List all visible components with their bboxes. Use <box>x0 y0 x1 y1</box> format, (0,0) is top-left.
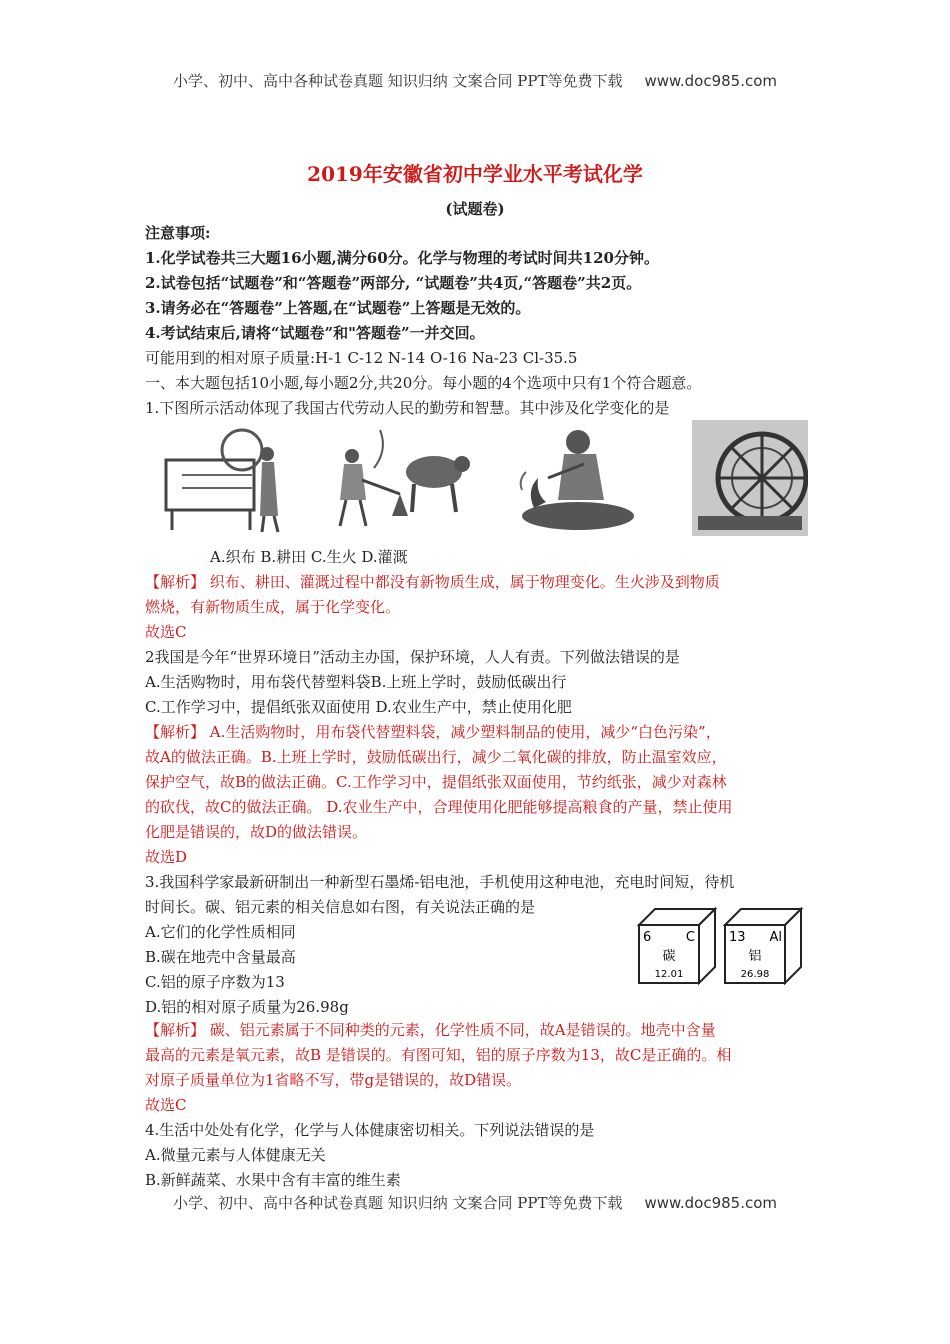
q2-options: C.工作学习中，提倡纸张双面使用 D.农业生产中，禁止使用化肥 <box>145 698 572 716</box>
footer-url[interactable]: www.doc985.com <box>644 1194 778 1212</box>
weaving-illustration <box>162 420 290 536</box>
analysis-label: 【解析】 <box>145 573 206 591</box>
q3-stem: 时间长。碳、铝元素的相关信息如右图，有关说法正确的是 <box>145 898 536 916</box>
carbon-card <box>639 909 715 983</box>
element-symbol: Al <box>769 930 782 945</box>
element-mass: 12.01 <box>654 969 684 980</box>
element-mass: 26.98 <box>740 969 770 980</box>
q3-option: B.碳在地壳中含量最高 <box>145 948 296 966</box>
q3-option: C.铝的原子序数为13 <box>145 973 285 991</box>
fire-making-illustration <box>512 420 642 536</box>
analysis-text: 保护空气，故B的做法正确。C.工作学习中，提倡纸张双面使用，节约纸张，减少对森林 <box>145 773 727 791</box>
q3-option: A.它们的化学性质相同 <box>145 923 296 941</box>
q1-illustrations <box>162 420 808 536</box>
note-item: 3.请务必在“答题卷”上答题,在“试题卷”上答题是无效的。 <box>145 299 531 317</box>
analysis-label: 【解析】 <box>145 1021 206 1039</box>
element-name: 碳 <box>662 949 676 964</box>
analysis-text: 化肥是错误的，故D的做法错误。 <box>145 823 368 841</box>
element-cards <box>637 905 807 987</box>
q2-options: A.生活购物时，用布袋代替塑料袋B.上班上学时，鼓励低碳出行 <box>145 673 567 691</box>
analysis-text: 故A的做法正确。B.上班上学时，鼓励低碳出行，减少二氧化碳的排放，防止温室效应， <box>145 748 727 766</box>
note-item: 4.考试结束后,请将“试题卷”和"答题卷”一并交回。 <box>145 324 485 342</box>
element-name: 铝 <box>748 949 762 964</box>
plowing-illustration <box>322 420 472 536</box>
analysis-label: 【解析】 <box>145 723 206 741</box>
q1-stem: 1.下图所示活动体现了我国古代劳动人民的勤劳和智慧。其中涉及化学变化的是 <box>145 399 670 417</box>
note-item: 1.化学试卷共三大题16小题,满分60分。化学与物理的考试时间共120分钟。 <box>145 249 659 267</box>
analysis-text: 对原子质量单位为1省略不写，带g是错误的，故D错误。 <box>145 1071 522 1089</box>
analysis-text: 最高的元素是氧元素，故B 是错误的。有图可知，铝的原子序数为13，故C是正确的。相 <box>145 1046 732 1064</box>
q3-answer: 故选C <box>145 1096 187 1114</box>
q2-answer: 故选D <box>145 848 188 866</box>
q1-options: A.织布 B.耕田 C.生火 D.灌溉 <box>210 548 408 566</box>
q3-option: D.铝的相对原子质量为26.98g <box>145 998 349 1016</box>
q3-analysis <box>145 1019 716 1040</box>
aluminium-card <box>725 909 801 983</box>
analysis-text: 碳、铝元素属于不同种类的元素，化学性质不同，故A是错误的。地壳中含量 <box>205 1021 716 1039</box>
analysis-text: A.生活购物时，用布袋代替塑料袋，减少塑料制品的使用，减少“白色污染”， <box>205 723 721 741</box>
analysis-text: 织布、耕田、灌溉过程中都没有新物质生成，属于物理变化。生火涉及到物质 <box>205 573 720 591</box>
footer-text: 小学、初中、高中各种试卷真题 知识归纳 文案合同 PPT等免费下载 <box>172 1194 623 1212</box>
note-item: 2.试卷包括“试题卷”和“答题卷”两部分, “试题卷”共4页,“答题卷”共2页。 <box>145 274 642 292</box>
analysis-text: 的砍伐，故C的做法正确。 D.农业生产中，合理使用化肥能够提高粮食的产量，禁止使用 <box>145 798 733 816</box>
q1-answer: 故选C <box>145 623 187 641</box>
section-1-intro: 一、本大题包括10小题,每小题2分,共20分。每小题的4个选项中只有1个符合题意。 <box>145 374 702 392</box>
element-number: 13 <box>729 930 746 945</box>
header-url[interactable]: www.doc985.com <box>644 72 778 90</box>
page-header <box>0 70 950 91</box>
q2-analysis <box>145 721 721 742</box>
q4-option: A.微量元素与人体健康无关 <box>145 1146 326 1164</box>
q3-stem: 3.我国科学家最新研制出一种新型石墨烯-铝电池，手机使用这种电池，充电时间短，待机 <box>145 873 735 891</box>
q4-stem: 4.生活中处处有化学，化学与人体健康密切相关。下列说法错误的是 <box>145 1121 595 1139</box>
analysis-text: 燃烧，有新物质生成，属于化学变化。 <box>145 598 401 616</box>
exam-subtitle: (试题卷) <box>445 200 505 218</box>
element-symbol: C <box>685 930 695 945</box>
notes-heading: 注意事项: <box>145 224 211 242</box>
page-footer <box>0 1192 950 1213</box>
atomic-masses: 可能用到的相对原子质量:H-1 C-12 N-14 O-16 Na-23 Cl-35.5 <box>145 349 578 367</box>
q4-option: B.新鲜蔬菜、水果中含有丰富的维生素 <box>145 1171 401 1189</box>
q2-stem: 2我国是今年“世界环境日”活动主办国，保护环境，人人有责。下列做法错误的是 <box>145 648 680 666</box>
exam-title: 2019年安徽省初中学业水平考试化学 <box>307 162 643 186</box>
element-number: 6 <box>643 930 652 945</box>
q1-analysis <box>145 571 720 592</box>
irrigation-illustration <box>692 420 808 536</box>
header-text: 小学、初中、高中各种试卷真题 知识归纳 文案合同 PPT等免费下载 <box>172 72 623 90</box>
